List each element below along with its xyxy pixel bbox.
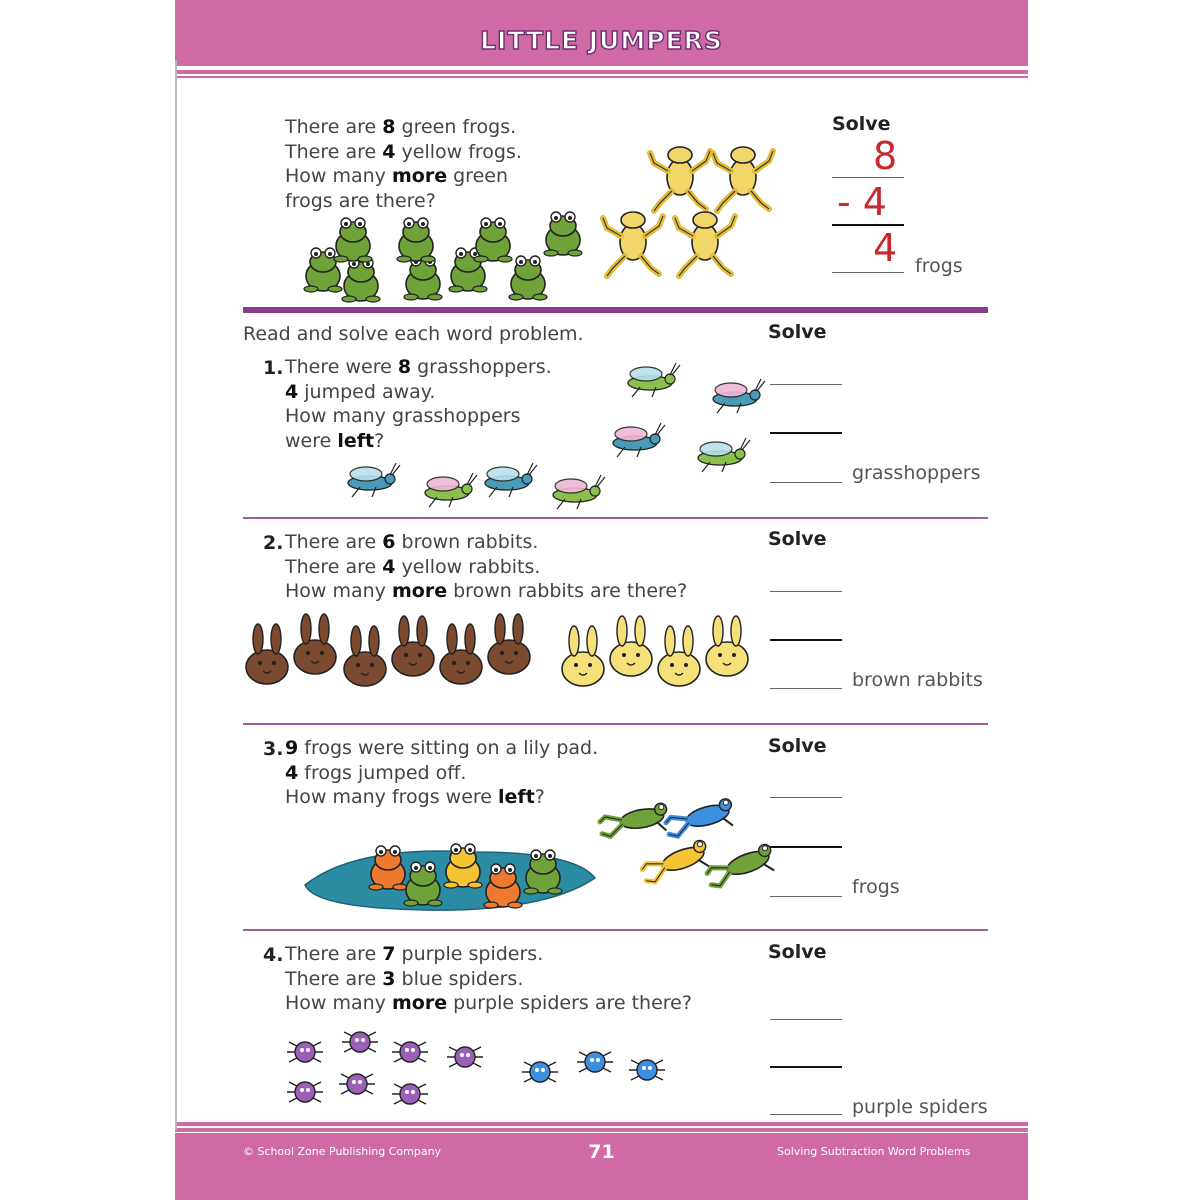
header-stripe: [175, 70, 1028, 74]
rabbit: [706, 616, 748, 676]
rabbit: [344, 626, 386, 686]
spider: [392, 1042, 428, 1062]
answer-line[interactable]: [770, 896, 842, 897]
example-bottom-number: - 4: [837, 180, 887, 224]
rabbit: [392, 616, 434, 676]
spider: [577, 1052, 613, 1072]
section-divider: [243, 723, 988, 725]
answer-unit: brown rabbits: [852, 669, 983, 691]
instructions: Read and solve each word problem.: [243, 323, 584, 345]
problem-text: There were 8 grasshoppers. 4 jumped away. How many grasshoppers were left?: [285, 356, 552, 452]
problem-number: 3.: [263, 738, 284, 760]
frog: [474, 218, 512, 262]
grasshopper: [425, 473, 477, 507]
problem-text: There are 7 purple spiders. There are 3 blue spiders. How many more purple spiders are there?: [285, 943, 692, 1014]
grasshopper: [698, 438, 750, 472]
problem-number: 2.: [263, 532, 284, 554]
frog: [664, 797, 737, 842]
grasshopper: [553, 475, 605, 509]
page-title: LITTLE JUMPERS: [480, 26, 723, 55]
answer-line[interactable]: [770, 1066, 842, 1068]
answer-line[interactable]: [770, 591, 842, 592]
grasshopper: [348, 463, 400, 497]
example-solve-label: Solve: [832, 113, 891, 135]
frog: [675, 212, 735, 276]
answer-line[interactable]: [770, 482, 842, 483]
problem-number: 1.: [263, 357, 284, 379]
answer-line[interactable]: [770, 384, 842, 385]
green-frogs-illustration: [305, 210, 595, 300]
rabbit: [488, 614, 530, 674]
answer-line[interactable]: [770, 1114, 842, 1115]
frog: [334, 218, 372, 262]
frog: [304, 248, 342, 292]
frog: [397, 218, 435, 262]
answer-line[interactable]: [770, 846, 842, 848]
rabbits-illustration: [243, 615, 763, 695]
rabbit: [294, 614, 336, 674]
answer-line[interactable]: [770, 432, 842, 434]
page-number: 71: [588, 1141, 615, 1163]
header-stripe: [175, 76, 1028, 78]
yellow-frogs-illustration: [595, 140, 785, 280]
section-divider: [243, 517, 988, 519]
footer-topic: Solving Subtraction Word Problems: [777, 1145, 971, 1158]
example-unit: frogs: [915, 255, 963, 277]
example-line: [832, 272, 904, 273]
rabbit: [562, 626, 604, 686]
problem-text: There are 6 brown rabbits. There are 4 yellow rabbits. How many more brown rabbits are there?: [285, 531, 688, 602]
spider: [287, 1042, 323, 1062]
spider: [287, 1082, 323, 1102]
example-line: [832, 177, 904, 178]
footer-copyright: © School Zone Publishing Company: [243, 1145, 442, 1158]
spider: [339, 1074, 375, 1094]
spider: [392, 1084, 428, 1104]
frog: [603, 212, 663, 276]
grasshoppers-illustration: [325, 355, 755, 515]
spider: [342, 1032, 378, 1052]
solve-label: Solve: [768, 528, 827, 550]
solve-label: Solve: [768, 941, 827, 963]
grasshopper: [613, 423, 665, 457]
answer-line[interactable]: [770, 688, 842, 689]
worksheet-page: [175, 0, 1028, 1200]
spider: [629, 1060, 665, 1080]
frog: [639, 839, 712, 889]
example-answer: 4: [873, 226, 898, 270]
answer-line[interactable]: [770, 639, 842, 641]
answer-line[interactable]: [770, 797, 842, 798]
rabbit: [658, 626, 700, 686]
frog: [650, 147, 710, 211]
solve-label: Solve: [768, 321, 827, 343]
footer-stripe: [175, 1126, 1028, 1128]
frog: [713, 147, 773, 211]
spider: [522, 1062, 558, 1082]
example-top-number: 8: [873, 134, 898, 178]
section-divider: [243, 929, 988, 931]
lily-pad-frogs-illustration: [295, 790, 735, 920]
frog: [544, 212, 582, 256]
frog: [342, 258, 380, 302]
problem-number: 4.: [263, 944, 284, 966]
footer-stripe: [175, 1132, 1028, 1133]
grasshopper: [485, 463, 537, 497]
section-divider: [243, 307, 988, 313]
answer-line[interactable]: [770, 1019, 842, 1020]
rabbit: [440, 624, 482, 684]
rabbit: [246, 624, 288, 684]
answer-unit: purple spiders: [852, 1096, 988, 1118]
grasshopper: [713, 379, 765, 413]
frog: [509, 256, 547, 300]
spiders-illustration: [285, 1030, 685, 1115]
problem-text: 9 frogs were sitting on a lily pad. 4 frogs jumped off. How many frogs were left?: [285, 737, 599, 808]
example-text: There are 8 green frogs. There are 4 yellow frogs. How many more green frogs are there?: [285, 116, 522, 212]
grasshopper: [628, 363, 680, 397]
frog: [704, 843, 777, 893]
frog: [404, 256, 442, 300]
spider: [447, 1047, 483, 1067]
solve-label: Solve: [768, 735, 827, 757]
page-edge: [175, 60, 177, 1130]
rabbit: [610, 616, 652, 676]
answer-unit: frogs: [852, 876, 900, 898]
answer-unit: grasshoppers: [852, 462, 981, 484]
frog: [599, 802, 671, 841]
